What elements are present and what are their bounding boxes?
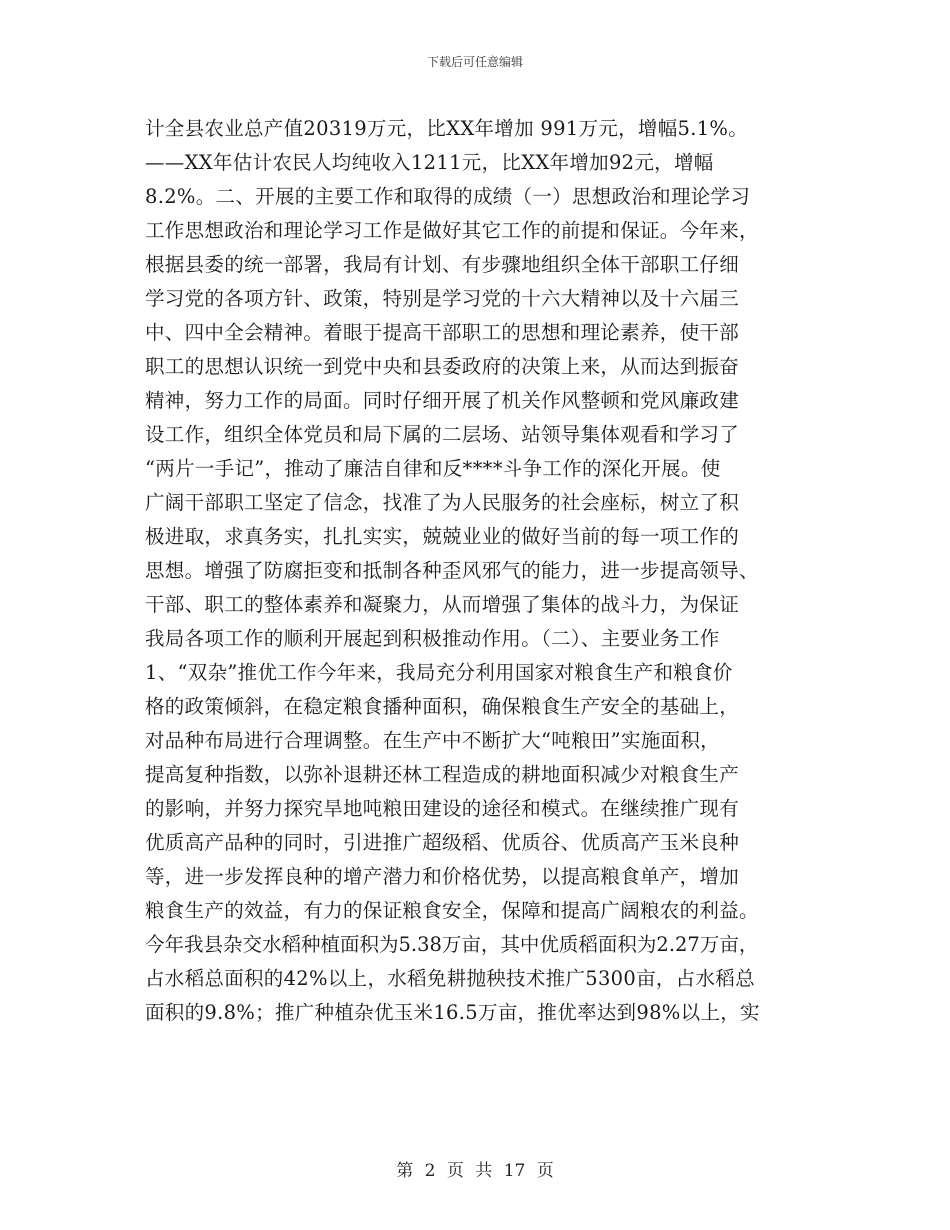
text-line: 设工作，组织全体党员和局下属的二层场、站领导集体观看和学习了 [145, 423, 740, 446]
text-line: 的影响，并努力探究旱地吨粮田建设的途径和模式。在继续推广现有 [145, 797, 740, 820]
text-line: 工作思想政治和理论学习工作是做好其它工作的前提和保证。今年来， [145, 219, 759, 242]
text-line: 学习党的各项方针、政策，特别是学习党的十六大精神以及十六届三 [145, 287, 740, 310]
text-line: 思想。增强了防腐拒变和抵制各种歪风邪气的能力，进一步提高领导、 [145, 559, 759, 582]
text-line: 我局各项工作的顺利开展起到积极推动作用。（二）、主要业务工作 [145, 627, 720, 650]
text-line: 极进取，求真务实，扎扎实实，兢兢业业的做好当前的每一项工作的 [145, 525, 740, 548]
text-line: 中、四中全会精神。着眼于提高干部职工的思想和理论素养，使干部 [145, 321, 740, 344]
text-line: 提高复种指数，以弥补退耕还林工程造成的耕地面积减少对粮食生产 [145, 763, 740, 786]
text-line: 计全县农业总产值20319万元，比XX年增加 991万元，增幅5.1%。 [145, 117, 749, 140]
text-line: 面积的9.8%；推广种植杂优玉米16.5万亩，推优率达到98%以上，实 [145, 1001, 760, 1024]
text-line: 今年我县杂交水稻种植面积为5.38万亩，其中优质稻面积为2.27万亩， [145, 933, 759, 956]
document-body [145, 112, 835, 1030]
text-line: 优质高产品种的同时，引进推广超级稻、优质谷、优质高产玉米良种 [145, 831, 740, 854]
text-line: 干部、职工的整体素养和凝聚力，从而增强了集体的战斗力，为保证 [145, 593, 740, 616]
text-line: 精神，努力工作的局面。同时仔细开展了机关作风整顿和党风廉政建 [145, 389, 740, 412]
text-line: “两片一手记”，推动了廉洁自律和反****斗争工作的深化开展。使 [145, 457, 721, 480]
text-line: 等，进一步发挥良种的增产潜力和价格优势，以提高粮食单产，增加 [145, 865, 740, 888]
page-header: 下载后可任意编辑 [426, 55, 523, 69]
text-line: 根据县委的统一部署，我局有计划、有步骤地组织全体干部职工仔细 [145, 253, 740, 276]
text-line: 粮食生产的效益，有力的保证粮食安全，保障和提高广阔粮农的利益。 [145, 899, 759, 922]
text-line: 广阔干部职工坚定了信念，找准了为人民服务的社会座标，树立了积 [145, 491, 740, 514]
text-line: 格的政策倾斜，在稳定粮食播种面积，确保粮食生产安全的基础上， [145, 695, 740, 718]
text-line: 对品种布局进行合理调整。在生产中不断扩大“吨粮田”实施面积， [145, 729, 720, 752]
text-line: 1、“双杂”推优工作今年来，我局充分利用国家对粮食生产和粮食价 [145, 661, 733, 684]
text-line: 占水稻总面积的42%以上，水稻免耕抛秧技术推广5300亩，占水稻总 [145, 967, 755, 990]
text-line: 8.2%。二、开展的主要工作和取得的成绩（一）思想政治和理论学习 [145, 185, 751, 208]
text-line: ——XX年估计农民人均纯收入1211元，比XX年增加92元，增幅 [145, 151, 714, 174]
text-line: 职工的思想认识统一到党中央和县委政府的决策上来，从而达到振奋 [145, 355, 740, 378]
page-number-footer: 第 2 页 共 17 页 [396, 1161, 554, 1181]
